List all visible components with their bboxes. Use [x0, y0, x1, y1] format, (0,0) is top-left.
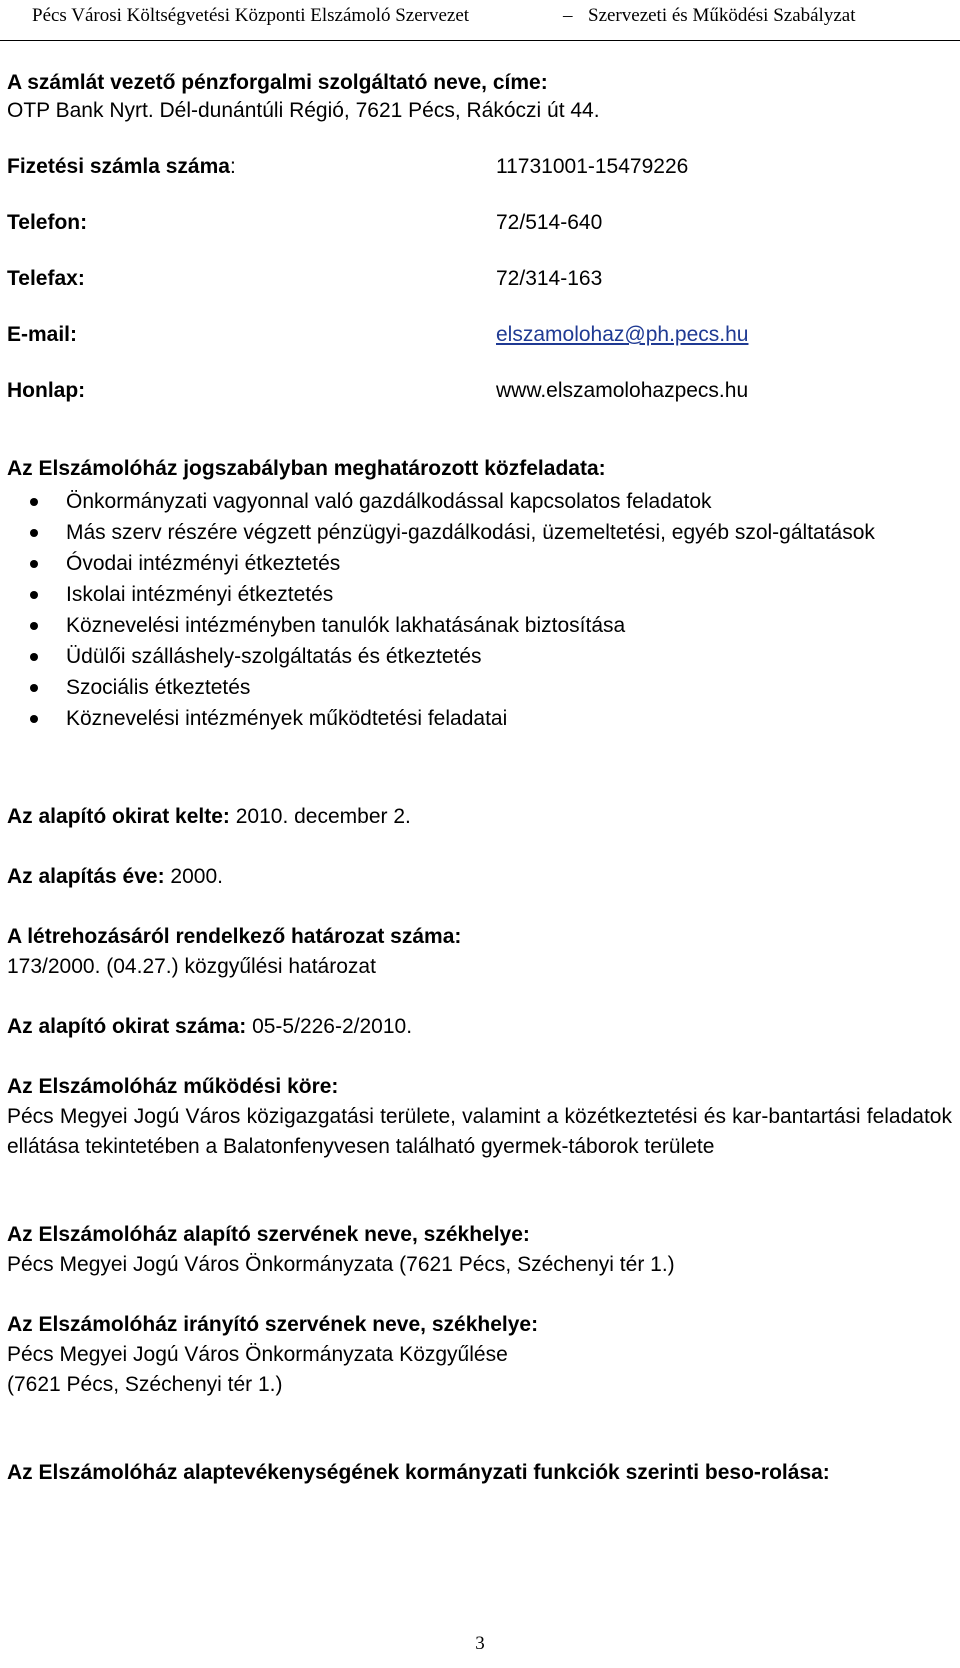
tasks-list: [7, 486, 952, 734]
resolution-value: 173/2000. (04.27.) közgyűlési határozat: [7, 955, 376, 978]
bullet-icon: [30, 529, 38, 537]
fax-value: 72/314-163: [496, 267, 603, 290]
page-number: 3: [475, 1633, 485, 1654]
tasks-heading: Az Elszámolóház jogszabályban meghatározott közfeladata:: [7, 457, 606, 480]
phone-value: 72/514-640: [496, 211, 603, 234]
website-value: www.elszamolohazpecs.hu: [496, 379, 749, 402]
website-label: Honlap:: [7, 379, 86, 402]
phone-label: Telefon:: [7, 211, 88, 234]
list-item: Iskolai intézményi étkeztetés: [7, 579, 952, 610]
governing-line-2: (7621 Pécs, Széchenyi tér 1.): [7, 1373, 283, 1396]
bullet-icon: [30, 591, 38, 599]
bullet-icon: [30, 622, 38, 630]
resolution-heading: A létrehozásáról rendelkező határozat száma:: [7, 925, 462, 948]
governing-heading: Az Elszámolóház irányító szervének neve, székhelye:: [7, 1313, 539, 1336]
list-item: Köznevelési intézmények működtetési feladatai: [7, 703, 952, 734]
scope-heading: Az Elszámolóház működési köre:: [7, 1075, 339, 1098]
bullet-icon: [30, 560, 38, 568]
list-item: Más szerv részére végzett pénzügyi-gazdálkodási, üzemeltetési, egyéb szol-gáltatások: [7, 517, 952, 548]
email-label: E-mail:: [7, 323, 78, 346]
header-organization: Pécs Városi Költségvetési Központi Elszámoló Szervezet: [32, 5, 470, 26]
bank-heading: A számlát vezető pénzforgalmi szolgáltató neve, címe:: [7, 71, 548, 94]
page-header: [0, 0, 960, 41]
header-document-title: Szervezeti és Működési Szabályzat: [588, 5, 856, 26]
governing-line-1: Pécs Megyei Jogú Város Önkormányzata Közgyűlése: [7, 1343, 508, 1366]
account-value: 11731001-15479226: [496, 155, 689, 178]
list-item: Óvodai intézményi étkeztetés: [7, 548, 952, 579]
bullet-icon: [30, 715, 38, 723]
founding-year: Az alapítás éve: 2000.: [7, 865, 223, 888]
classification-heading: Az Elszámolóház alaptevékenységének kormányzati funkciók szerinti beso-rolása:: [7, 1461, 830, 1484]
scope-text: Pécs Megyei Jogú Város közigazgatási területe, valamint a közétkeztetési és kar-bantartási feladatok ellátása tekintetében a Balatonfenyvesen található gyermek-táborok területe: [7, 1105, 952, 1158]
list-item: Köznevelési intézményben tanulók lakhatásának biztosítása: [7, 610, 952, 641]
bullet-icon: [30, 498, 38, 506]
list-item: Üdülői szálláshely-szolgáltatás és étkeztetés: [7, 641, 952, 672]
bank-value: OTP Bank Nyrt. Dél-dunántúli Régió, 7621 Pécs, Rákóczi út 44.: [7, 99, 600, 122]
charter-number: Az alapító okirat száma: 05-5/226-2/2010.: [7, 1015, 413, 1038]
founding-date: Az alapító okirat kelte: 2010. december 2.: [7, 805, 411, 828]
list-item: Önkormányzati vagyonnal való gazdálkodással kapcsolatos feladatok: [7, 486, 952, 517]
founder-heading: Az Elszámolóház alapító szervének neve, székhelye:: [7, 1223, 530, 1246]
email-link[interactable]: elszamolohaz@ph.pecs.hu: [496, 323, 749, 346]
list-item: Szociális étkeztetés: [7, 672, 952, 703]
header-separator: –: [563, 5, 573, 26]
bullet-icon: [30, 684, 38, 692]
founder-value: Pécs Megyei Jogú Város Önkormányzata (7621 Pécs, Széchenyi tér 1.): [7, 1253, 675, 1276]
bullet-icon: [30, 653, 38, 661]
account-label: Fizetési számla száma:: [7, 155, 236, 178]
fax-label: Telefax:: [7, 267, 85, 290]
